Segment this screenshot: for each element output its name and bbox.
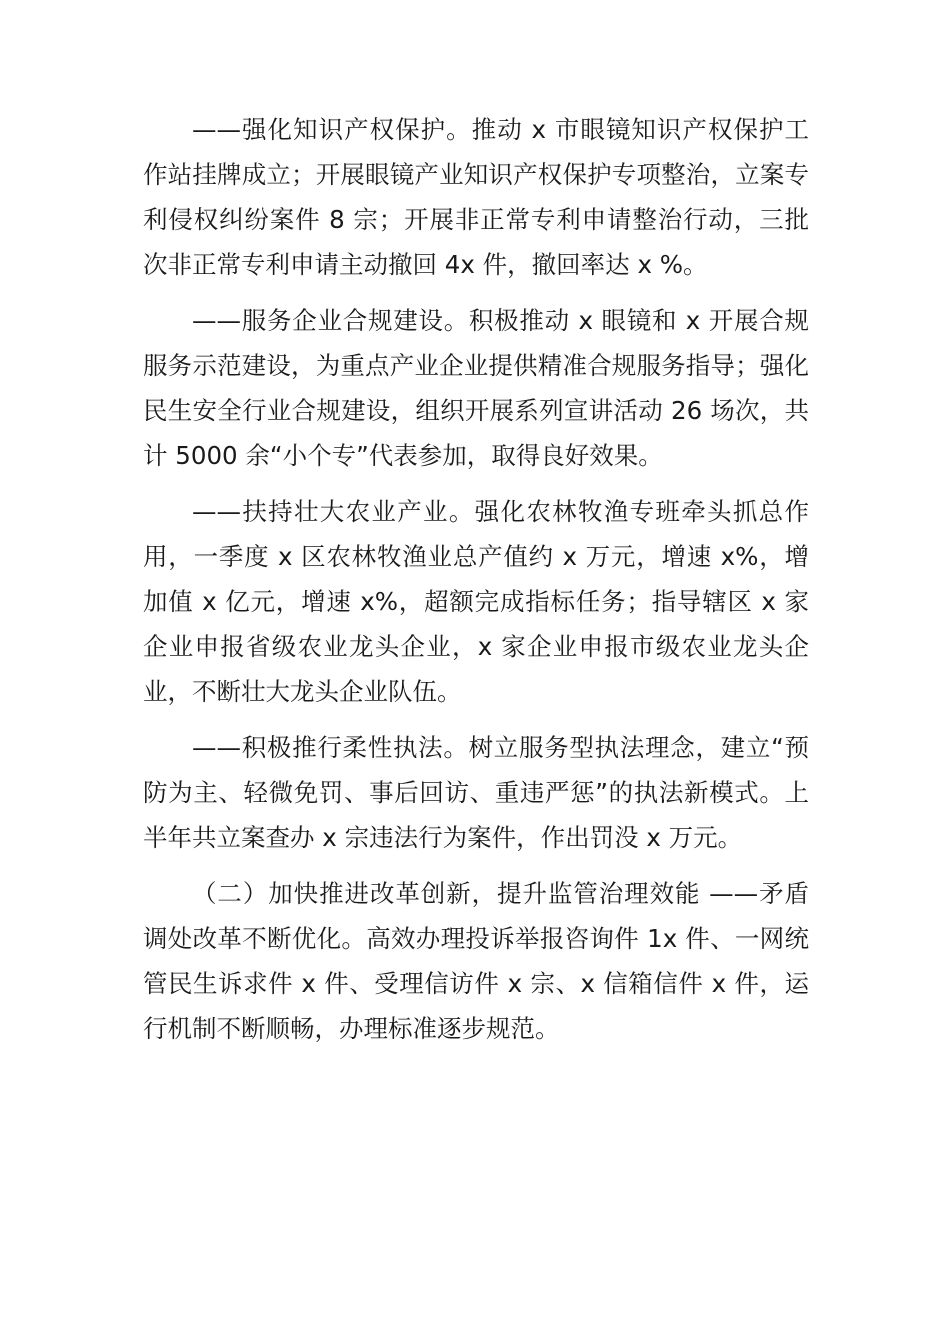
paragraph-reform-innovation: （二）加快推进改革创新，提升监管治理效能 ——矛盾调处改革不断优化。高效办理投诉举报咨询件 1x 件、一网统管民生诉求件 x 件、受理信访件 x 宗、x 信箱信件 x 件，运行机制不断顺畅，办理标准逐步规范。	[143, 879, 809, 1043]
paragraph-ip-protection: ——强化知识产权保护。推动 x 市眼镜知识产权保护工作站挂牌成立；开展眼镜产业知识产权保护专项整治，立案专利侵权纠纷案件 8 宗；开展非正常专利申请整治行动，三批次非正常专利申请主动撤回 4x 件，撤回率达 x %。	[143, 115, 809, 279]
paragraph-flexible-enforcement: ——积极推行柔性执法。树立服务型执法理念，建立“预防为主、轻微免罚、事后回访、重违严惩”的执法新模式。上半年共立案查办 x 宗违法行为案件，作出罚没 x 万元。	[143, 733, 809, 852]
paragraph-compliance: ——服务企业合规建设。积极推动 x 眼镜和 x 开展合规服务示范建设，为重点产业企业提供精准合规服务指导；强化民生安全行业合规建设，组织开展系列宣讲活动 26 场次，共计 5000 余“小个专”代表参加，取得良好效果。	[143, 306, 809, 470]
paragraph-agriculture: ——扶持壮大农业产业。强化农林牧渔专班牵头抓总作用，一季度 x 区农林牧渔业总产值约 x 万元，增速 x%，增加值 x 亿元，增速 x%，超额完成指标任务；指导辖区 x 家企业申报省级农业龙头企业，x 家企业申报市级农业龙头企业，不断壮大龙头企业队伍。	[143, 497, 809, 706]
document-body	[143, 107, 809, 1051]
